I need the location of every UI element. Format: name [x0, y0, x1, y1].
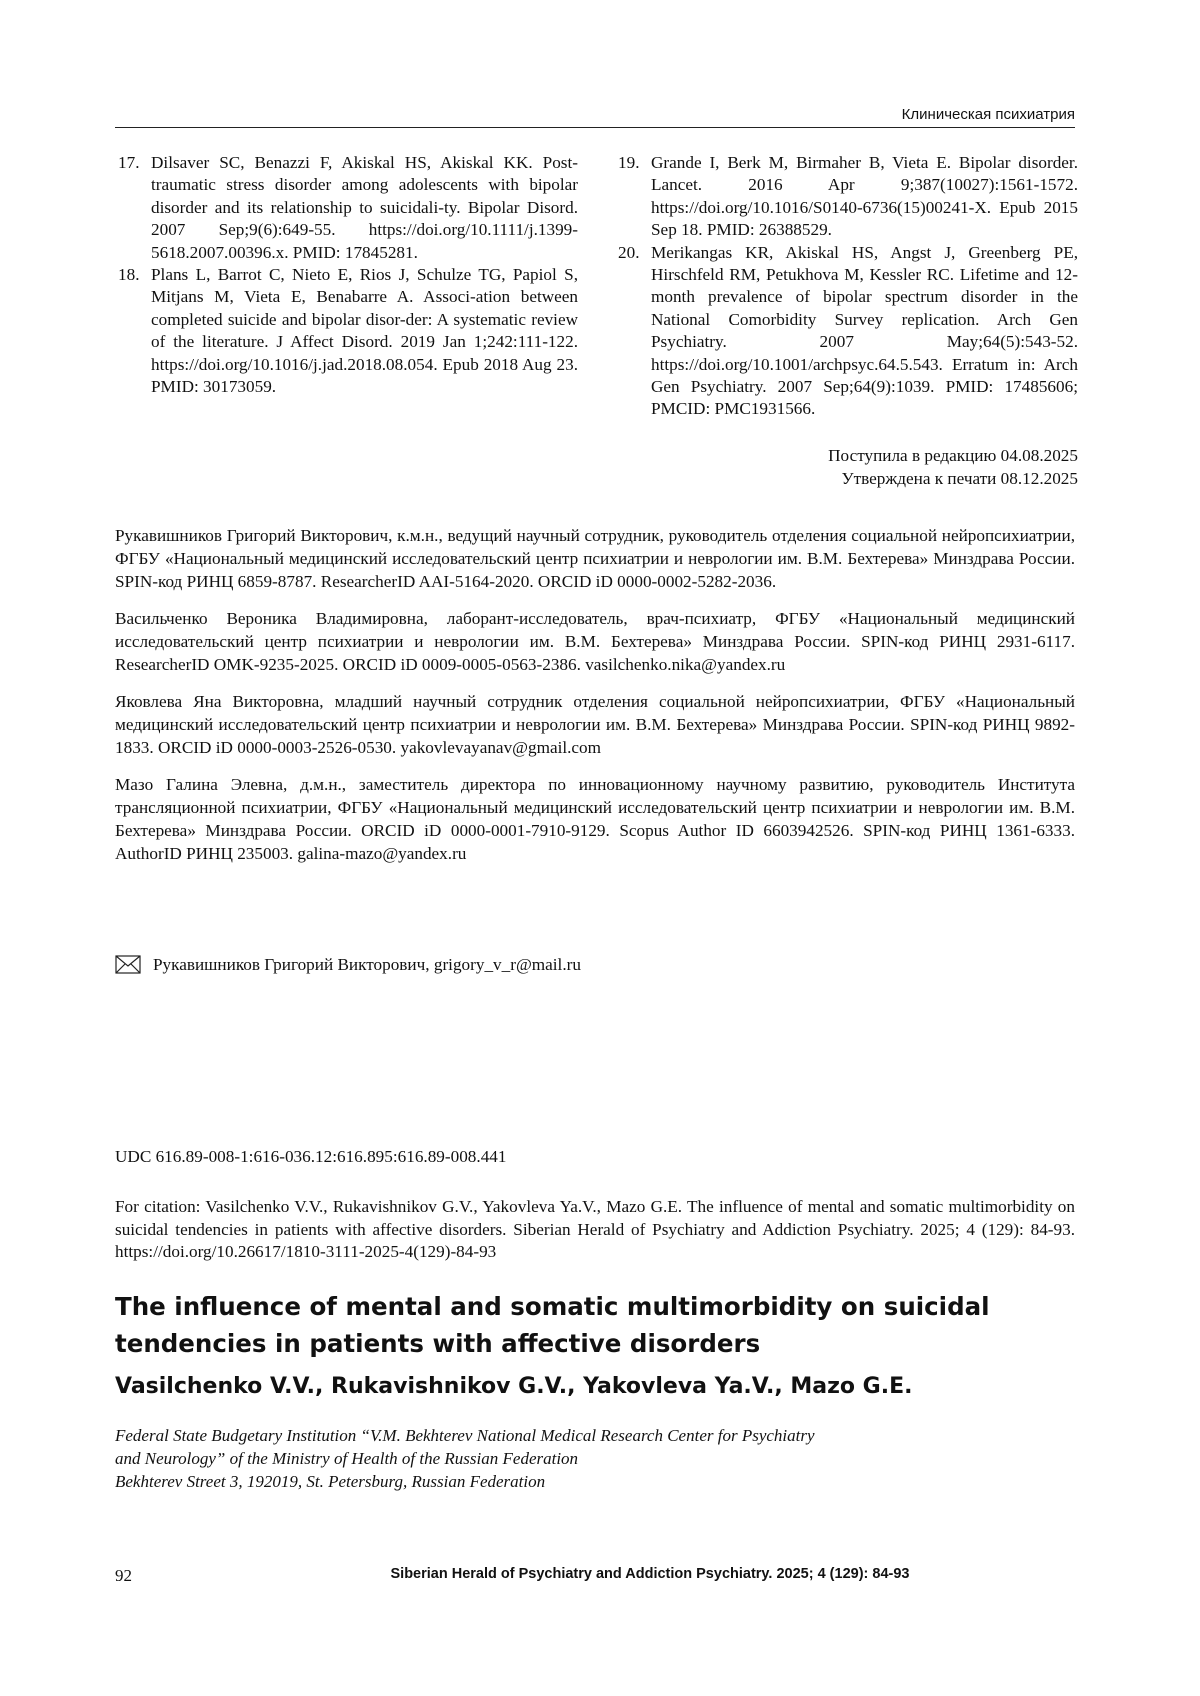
- reference-text: Grande I, Berk M, Birmaher B, Vieta E. Bipolar disorder. Lancet. 2016 Apr 9;387(10027):1561-1572. https://doi.org/10.1016/S0140-6736(15)00241-X. Epub 2015 Sep 18. PMID: 26388529.: [651, 153, 1078, 240]
- correspondence-line: [115, 953, 1075, 976]
- udc-code: UDC 616.89-008-1:616-036.12:616.895:616.89-008.441: [115, 1147, 507, 1166]
- received-date: Поступила в редакцию 04.08.2025: [828, 446, 1078, 465]
- author-info-paragraph: Мазо Галина Элевна, д.м.н., заместитель директора по инновационному научному развитию, руководитель Института трансляционной психиатрии, ФГБУ «Национальный медицинский исследовательский центр психиатрии и неврологии им. В.М. Бехтерева» Минздрава России. ORCID iD 0000-0001-7910-9129. Scopus Author ID 6603942526. SPIN-код РИНЦ 1361-6333. AuthorID РИНЦ 235003. galina-mazo@yandex.ru: [115, 775, 1075, 863]
- author-info-paragraph: Яковлева Яна Викторовна, младший научный сотрудник отделения социальной нейропсихиатрии, ФГБУ «Национальный медицинский исследовательский центр психиатрии и неврологии им. В.М. Бехтерева» Минздрава России. SPIN-код РИНЦ 9892-1833. ORCID iD 0000-0003-2526-0530. yakovlevayanav@gmail.com: [115, 692, 1075, 757]
- running-head: Клиническая психиатрия: [901, 106, 1075, 123]
- article-authors: Vasilchenko V.V., Rukavishnikov G.V., Yakovleva Ya.V., Mazo G.E.: [115, 1374, 913, 1399]
- reference-item: [118, 152, 578, 264]
- reference-number: 20.: [618, 242, 640, 262]
- author-information: [115, 524, 1075, 879]
- citation-block: For citation: Vasilchenko V.V., Rukavishnikov G.V., Yakovleva Ya.V., Mazo G.E. The influence of mental and somatic multimorbidity on suicidal tendencies in patients with affective disorders. Siberian Herald of Psychiatry and Addiction Psychiatry. 2025; 4 (129): 84-93. https://doi.org/10.26617/1810-3111-2025-4(129)-84-93: [115, 1197, 1075, 1262]
- submission-dates: [618, 444, 1078, 490]
- envelope-icon: [115, 954, 141, 976]
- affiliation-line: and Neurology” of the Ministry of Health of the Russian Federation: [115, 1449, 579, 1468]
- affiliation-line: Federal State Budgetary Institution “V.M. Bekhterev National Medical Research Center for Psychiatry: [115, 1426, 815, 1445]
- reference-text: Plans L, Barrot C, Nieto E, Rios J, Schulze TG, Papiol S, Mitjans M, Vieta E, Benabarre A. Associ-ation between completed suicide and bipolar disor-der: A systematic review of the literature. J Affect Disord. 2019 Jan 1;242:111-122. https://doi.org/10.1016/j.jad.2018.08.054. Epub 2018 Aug 23. PMID: 30173059.: [151, 265, 578, 397]
- affiliation-line: Bekhterev Street 3, 192019, St. Petersburg, Russian Federation: [115, 1472, 546, 1491]
- reference-item: [618, 242, 1078, 421]
- correspondence-text: Рукавишников Григорий Викторович, grigory_v_r@mail.ru: [153, 955, 581, 974]
- header-rule: [115, 127, 1075, 128]
- article-title: The influence of mental and somatic multimorbidity on suicidal tendencies in patients with affective disorders: [115, 1292, 990, 1358]
- author-info-paragraph: Рукавишников Григорий Викторович, к.м.н., ведущий научный сотрудник, руководитель отделения социальной нейропсихиатрии, ФГБУ «Национальный медицинский исследовательский центр психиатрии и неврологии им. В.М. Бехтерева» Минздрава России. SPIN-код РИНЦ 6859-8787. ResearcherID AAI-5164-2020. ORCID iD 0000-0002-5282-2036.: [115, 526, 1075, 591]
- affiliation: [115, 1424, 1075, 1493]
- reference-text: Merikangas KR, Akiskal HS, Angst J, Greenberg PE, Hirschfeld RM, Petukhova M, Kessler RC. Lifetime and 12-month prevalence of bipolar spectrum disorder in the National Comorbidity Survey replication. Arch Gen Psychiatry. 2007 May;64(5):543-52. https://doi.org/10.1001/archpsyc.64.5.543. Erratum in: Arch Gen Psychiatry. 2007 Sep;64(9):1039. PMID: 17485606; PMCID: PMC1931566.: [651, 242, 1078, 419]
- reference-text: Dilsaver SC, Benazzi F, Akiskal HS, Akiskal KK. Post-traumatic stress disorder among adolescents with bipolar disorder and its relationship to suicidali-ty. Bipolar Disord. 2007 Sep;9(6):649-55. https://doi.org/10.1111/j.1399-5618.2007.00396.x. PMID: 17845281.: [151, 153, 578, 262]
- references-right-column: [618, 152, 1078, 421]
- reference-number: 19.: [618, 153, 640, 172]
- reference-number: 18.: [118, 265, 140, 285]
- page-number: 92: [115, 1566, 132, 1585]
- reference-item: [118, 264, 578, 398]
- author-info-paragraph: Васильченко Вероника Владимировна, лаборант-исследователь, врач-психиатр, ФГБУ «Национальный медицинский исследовательский центр психиатрии и неврологии им. В.М. Бехтерева» Минздрава России. SPIN-код РИНЦ 2931-6117. ResearcherID OMK-9235-2025. ORCID iD 0009-0005-0563-2386. vasilchenko.nika@yandex.ru: [115, 609, 1075, 674]
- footer-journal: Siberian Herald of Psychiatry and Addiction Psychiatry. 2025; 4 (129): 84-93: [390, 1566, 910, 1582]
- references-left-column: [118, 152, 578, 398]
- accepted-date: Утверждена к печати 08.12.2025: [841, 469, 1078, 488]
- reference-item: [618, 152, 1078, 242]
- reference-number: 17.: [118, 153, 140, 172]
